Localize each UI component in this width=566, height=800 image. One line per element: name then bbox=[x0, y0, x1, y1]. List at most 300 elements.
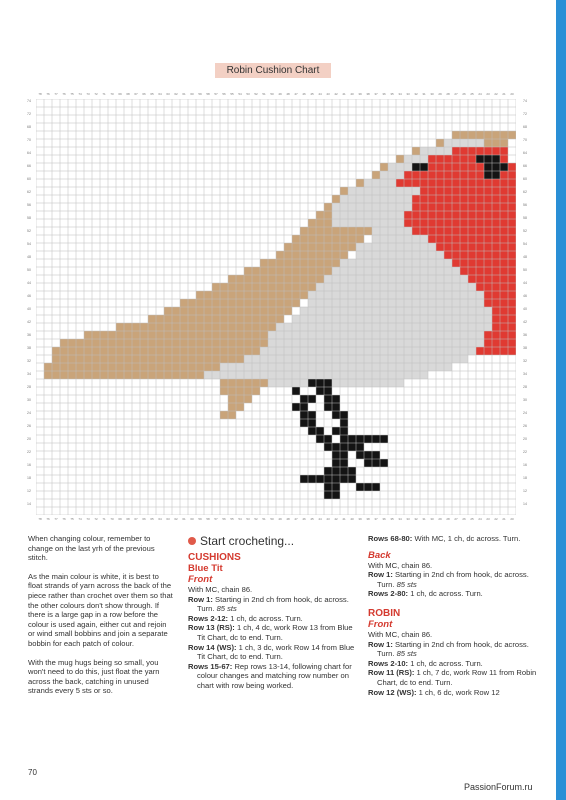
column-number: 67 bbox=[134, 517, 138, 521]
chart-title: Robin Cushion Chart bbox=[215, 63, 331, 78]
column-number: 75 bbox=[70, 517, 74, 521]
row-number: 56 bbox=[523, 203, 527, 207]
row-number: 64 bbox=[27, 151, 31, 155]
instruction-label: Row 1: bbox=[188, 594, 216, 604]
row-number: 50 bbox=[523, 268, 527, 272]
robin-chart-grid bbox=[36, 99, 516, 515]
pattern-blue-tit: Blue Tit bbox=[188, 563, 223, 574]
column-number: 53 bbox=[246, 517, 250, 521]
part-front: Front bbox=[188, 574, 213, 585]
stitch-block-tan bbox=[276, 251, 348, 259]
stitch-block-light_grey bbox=[260, 347, 476, 355]
column-number: 76 bbox=[62, 517, 66, 521]
row-number: 46 bbox=[523, 294, 527, 298]
row-number: 30 bbox=[27, 398, 31, 402]
row-number: 46 bbox=[27, 294, 31, 298]
instruction-label: Row 1: bbox=[368, 570, 396, 580]
row-number: 22 bbox=[27, 450, 31, 454]
column-number: 31 bbox=[422, 92, 426, 96]
column-middle bbox=[188, 534, 358, 691]
stitch-block-tan bbox=[212, 283, 316, 291]
row-number: 30 bbox=[523, 398, 527, 402]
column-number: 77 bbox=[54, 92, 58, 96]
column-right bbox=[368, 534, 543, 697]
column-number: 66 bbox=[142, 517, 146, 521]
row-number: 56 bbox=[27, 203, 31, 207]
column-number: 20 bbox=[510, 517, 514, 521]
column-number: 51 bbox=[262, 517, 266, 521]
column-number: 35 bbox=[390, 517, 394, 521]
row-number: 20 bbox=[27, 437, 31, 441]
section-cushions: CUSHIONS bbox=[188, 552, 241, 563]
instruction-text: Starting in 2nd ch from hook, dc across. Turn. bbox=[377, 639, 529, 659]
instruction-text: With MC, 1 ch, dc across. Turn. bbox=[414, 534, 521, 543]
column-number: 44 bbox=[318, 92, 322, 96]
row-number: 70 bbox=[27, 138, 31, 142]
column-number: 57 bbox=[214, 92, 218, 96]
bullet-dot-icon bbox=[188, 537, 196, 545]
row-numbers-right bbox=[520, 99, 530, 515]
row-number: 34 bbox=[27, 372, 31, 376]
instruction-text: 1 ch, dc across. Turn. bbox=[230, 613, 303, 623]
instruction-row bbox=[188, 643, 358, 662]
column-number: 41 bbox=[342, 517, 346, 521]
stitch-block-light_grey bbox=[268, 339, 484, 347]
column-number: 51 bbox=[262, 92, 266, 96]
column-number: 44 bbox=[318, 517, 322, 521]
row-numbers-left bbox=[24, 99, 34, 515]
column-number: 28 bbox=[446, 517, 450, 521]
instruction-label: Row 13 (RS): bbox=[188, 623, 237, 633]
column-number: 24 bbox=[478, 92, 482, 96]
column-number: 49 bbox=[278, 517, 282, 521]
column-number: 61 bbox=[182, 517, 186, 521]
column-number: 27 bbox=[454, 517, 458, 521]
column-number: 22 bbox=[494, 517, 498, 521]
row-number: 44 bbox=[523, 281, 527, 285]
stitch-block-light_grey bbox=[340, 195, 412, 203]
stitch-block-black bbox=[292, 387, 300, 395]
stitch-block-light_grey bbox=[292, 315, 492, 323]
instruction-list bbox=[368, 534, 543, 544]
column-number: 62 bbox=[174, 92, 178, 96]
stitch-block-red bbox=[492, 323, 516, 331]
stitch-block-light_grey bbox=[332, 219, 404, 227]
column-number: 65 bbox=[150, 517, 154, 521]
column-number: 28 bbox=[446, 92, 450, 96]
stitch-count: 85 sts bbox=[214, 604, 237, 614]
instruction-row bbox=[188, 595, 358, 614]
instruction-list bbox=[368, 570, 543, 599]
row-number: 16 bbox=[27, 463, 31, 467]
paragraph-mug-hugs: With the mug hugs being so small, you won't need to do this, just float the yarn across the back, catching in unused strands every 5 sts or so. bbox=[28, 657, 160, 696]
stitch-block-tan bbox=[292, 235, 364, 243]
column-number: 20 bbox=[510, 92, 514, 96]
column-number: 50 bbox=[270, 517, 274, 521]
instruction-label: Rows 68-80: bbox=[368, 534, 415, 543]
stitch-block-tan bbox=[284, 243, 356, 251]
column-number: 59 bbox=[198, 517, 202, 521]
column-number: 60 bbox=[190, 92, 194, 96]
row-number: 64 bbox=[523, 151, 527, 155]
column-number: 50 bbox=[270, 92, 274, 96]
column-number: 31 bbox=[422, 517, 426, 521]
instruction-label: Row 1: bbox=[368, 639, 396, 649]
row-number: 36 bbox=[523, 333, 527, 337]
column-number: 38 bbox=[366, 92, 370, 96]
column-numbers-bottom bbox=[36, 516, 516, 523]
stitch-count: 85 sts bbox=[394, 579, 417, 589]
column-number: 37 bbox=[374, 92, 378, 96]
start-crocheting-text: Start crocheting... bbox=[200, 534, 295, 548]
column-number: 74 bbox=[78, 92, 82, 96]
stitch-block-red bbox=[460, 267, 516, 275]
row-number: 68 bbox=[27, 125, 31, 129]
stitch-block-light_grey bbox=[356, 251, 444, 259]
watermark: PassionForum.ru bbox=[464, 782, 533, 792]
column-number: 38 bbox=[366, 517, 370, 521]
column-number: 43 bbox=[326, 517, 330, 521]
row-number: 62 bbox=[27, 190, 31, 194]
column-number: 56 bbox=[222, 92, 226, 96]
column-number: 64 bbox=[158, 92, 162, 96]
column-number: 24 bbox=[478, 517, 482, 521]
column-number: 70 bbox=[110, 92, 114, 96]
instruction-row bbox=[368, 659, 543, 669]
instruction-label: Rows 15-67: bbox=[188, 661, 235, 671]
row-number: 52 bbox=[523, 229, 527, 233]
stitch-block-red bbox=[444, 251, 516, 259]
instruction-row bbox=[368, 534, 543, 544]
row-number: 12 bbox=[523, 489, 527, 493]
stitch-block-light_grey bbox=[220, 363, 452, 371]
instruction-text: 1 ch, dc across. Turn. bbox=[410, 589, 483, 599]
column-number: 49 bbox=[278, 92, 282, 96]
row-number: 28 bbox=[27, 385, 31, 389]
instruction-text: Starting in 2nd ch from hook, dc across. Turn. bbox=[377, 570, 529, 589]
row-number: 32 bbox=[523, 359, 527, 363]
page-edge-stripe bbox=[556, 0, 566, 800]
stitch-block-tan bbox=[220, 387, 260, 395]
column-number: 78 bbox=[38, 517, 42, 521]
column-number: 32 bbox=[414, 92, 418, 96]
stitch-block-black bbox=[356, 451, 380, 459]
row-number: 18 bbox=[27, 476, 31, 480]
instruction-label: Rows 2-10: bbox=[368, 658, 411, 668]
column-number: 66 bbox=[142, 92, 146, 96]
instruction-row bbox=[188, 614, 358, 624]
row-number: 26 bbox=[27, 424, 31, 428]
row-number: 52 bbox=[27, 229, 31, 233]
stitch-block-red bbox=[492, 307, 516, 315]
column-number: 70 bbox=[110, 517, 114, 521]
row-number: 74 bbox=[27, 99, 31, 103]
stitch-block-black bbox=[364, 459, 388, 467]
stitch-block-black bbox=[484, 163, 508, 171]
column-number: 76 bbox=[46, 517, 50, 521]
stitch-block-red bbox=[396, 179, 516, 187]
column-number: 33 bbox=[406, 92, 410, 96]
stitch-block-light_grey bbox=[404, 155, 428, 163]
column-number: 68 bbox=[126, 92, 130, 96]
column-number: 52 bbox=[254, 92, 258, 96]
column-number: 76 bbox=[62, 92, 66, 96]
row-number: 34 bbox=[523, 372, 527, 376]
column-number: 39 bbox=[358, 517, 362, 521]
column-number: 57 bbox=[214, 517, 218, 521]
column-number: 69 bbox=[118, 517, 122, 521]
instruction-text: 1 ch, dc across. Turn. bbox=[410, 658, 483, 668]
intro-line: With MC, chain 86. bbox=[188, 585, 253, 594]
column-number: 34 bbox=[398, 92, 402, 96]
instruction-row bbox=[368, 640, 543, 659]
column-number: 35 bbox=[390, 92, 394, 96]
instruction-row bbox=[188, 623, 358, 642]
stitch-block-red bbox=[476, 347, 516, 355]
column-number: 23 bbox=[486, 517, 490, 521]
column-number: 33 bbox=[406, 517, 410, 521]
column-number: 67 bbox=[134, 92, 138, 96]
column-number: 45 bbox=[310, 517, 314, 521]
instruction-text: 1 ch, 3 dc, work Row 14 from Blue Tit Chart, dc to end. Turn. bbox=[197, 642, 355, 662]
column-number: 60 bbox=[190, 517, 194, 521]
column-number: 32 bbox=[414, 517, 418, 521]
column-number: 25 bbox=[470, 517, 474, 521]
instruction-list bbox=[188, 595, 358, 691]
intro-line: With MC, chain 86. bbox=[368, 560, 433, 570]
column-number: 54 bbox=[238, 517, 242, 521]
stitch-block-red bbox=[476, 283, 516, 291]
row-number: 58 bbox=[523, 216, 527, 220]
stitch-block-black bbox=[308, 379, 332, 387]
row-number: 58 bbox=[27, 216, 31, 220]
stitch-block-tan bbox=[244, 267, 332, 275]
stitch-block-tan bbox=[148, 315, 284, 323]
instruction-row bbox=[368, 570, 543, 589]
instruction-text: 1 ch, 7 dc, work Row 11 from Robin Chart, dc to end. Turn. bbox=[377, 668, 537, 687]
row-number: 48 bbox=[523, 255, 527, 259]
stitch-block-red bbox=[412, 203, 516, 211]
column-left bbox=[28, 534, 173, 705]
instruction-text: 1 ch, 6 dc, work Row 12 bbox=[418, 687, 500, 697]
row-number: 12 bbox=[27, 489, 31, 493]
row-number: 44 bbox=[27, 281, 31, 285]
column-number: 77 bbox=[54, 517, 58, 521]
instruction-label: Rows 2-80: bbox=[368, 589, 411, 599]
column-number: 74 bbox=[78, 517, 82, 521]
column-number: 29 bbox=[438, 517, 442, 521]
instruction-row bbox=[368, 668, 543, 687]
column-number: 64 bbox=[158, 517, 162, 521]
instruction-list bbox=[368, 640, 543, 698]
column-numbers-top bbox=[36, 91, 516, 98]
column-number: 39 bbox=[358, 92, 362, 96]
stitch-block-light_grey bbox=[380, 171, 404, 179]
stitch-block-tan bbox=[228, 395, 252, 403]
column-number: 73 bbox=[86, 517, 90, 521]
column-number: 23 bbox=[486, 92, 490, 96]
column-number: 30 bbox=[430, 92, 434, 96]
row-number: 16 bbox=[523, 463, 527, 467]
part-front: Front bbox=[368, 618, 393, 630]
row-number: 74 bbox=[523, 99, 527, 103]
stitch-block-black bbox=[300, 475, 356, 483]
row-number: 26 bbox=[523, 424, 527, 428]
column-number: 58 bbox=[206, 517, 210, 521]
row-number: 20 bbox=[523, 437, 527, 441]
start-crocheting-heading bbox=[188, 534, 358, 548]
column-number: 40 bbox=[350, 92, 354, 96]
row-number: 54 bbox=[523, 242, 527, 246]
column-number: 76 bbox=[46, 92, 50, 96]
column-number: 21 bbox=[502, 92, 506, 96]
stitch-block-red bbox=[412, 195, 516, 203]
instruction-text: Starting in 2nd ch from hook, dc across. Turn. bbox=[197, 594, 349, 614]
column-number: 48 bbox=[286, 92, 290, 96]
instruction-row bbox=[368, 589, 543, 599]
row-number: 38 bbox=[27, 346, 31, 350]
stitch-block-light_grey bbox=[348, 187, 420, 195]
row-number: 40 bbox=[523, 307, 527, 311]
stitch-block-tan bbox=[180, 299, 300, 307]
column-number: 46 bbox=[302, 92, 306, 96]
row-number: 62 bbox=[523, 190, 527, 194]
stitch-count: 85 sts bbox=[394, 649, 417, 659]
column-number: 46 bbox=[302, 517, 306, 521]
column-number: 58 bbox=[206, 92, 210, 96]
paragraph-colour-change: When changing colour, remember to change on the last yrh of the previous stitch. bbox=[28, 534, 155, 563]
stitch-block-tan bbox=[84, 331, 268, 339]
column-number: 71 bbox=[102, 517, 106, 521]
row-number: 42 bbox=[523, 320, 527, 324]
column-number: 71 bbox=[102, 92, 106, 96]
stitch-block-light_grey bbox=[268, 379, 404, 387]
row-number: 38 bbox=[523, 346, 527, 350]
column-number: 55 bbox=[230, 92, 234, 96]
column-number: 56 bbox=[222, 517, 226, 521]
part-back: Back bbox=[368, 549, 391, 561]
section-robin: ROBIN bbox=[368, 607, 401, 619]
column-number: 36 bbox=[382, 92, 386, 96]
row-number: 14 bbox=[523, 502, 527, 506]
column-number: 34 bbox=[398, 517, 402, 521]
column-number: 78 bbox=[38, 92, 42, 96]
row-number: 54 bbox=[27, 242, 31, 246]
column-number: 42 bbox=[334, 517, 338, 521]
column-number: 63 bbox=[166, 92, 170, 96]
row-number: 24 bbox=[27, 411, 31, 415]
row-number: 50 bbox=[27, 268, 31, 272]
stitch-block-black bbox=[356, 483, 380, 491]
row-number: 24 bbox=[523, 411, 527, 415]
instruction-row bbox=[188, 662, 358, 691]
column-number: 47 bbox=[294, 92, 298, 96]
column-number: 26 bbox=[462, 92, 466, 96]
row-number: 28 bbox=[523, 385, 527, 389]
column-number: 47 bbox=[294, 517, 298, 521]
column-number: 61 bbox=[182, 92, 186, 96]
stitch-block-black bbox=[476, 155, 500, 163]
stitch-block-red bbox=[428, 235, 516, 243]
stitch-block-red bbox=[412, 227, 516, 235]
stitch-block-light_grey bbox=[372, 227, 412, 235]
column-number: 29 bbox=[438, 92, 442, 96]
column-number: 48 bbox=[286, 517, 290, 521]
column-number: 43 bbox=[326, 92, 330, 96]
stitch-block-black bbox=[340, 419, 348, 427]
column-number: 41 bbox=[342, 92, 346, 96]
column-number: 65 bbox=[150, 92, 154, 96]
stitch-block-light_grey bbox=[372, 235, 428, 243]
row-number: 40 bbox=[27, 307, 31, 311]
row-number: 66 bbox=[523, 164, 527, 168]
column-number: 42 bbox=[334, 92, 338, 96]
column-number: 59 bbox=[198, 92, 202, 96]
column-number: 53 bbox=[246, 92, 250, 96]
row-number: 32 bbox=[27, 359, 31, 363]
instruction-label: Row 14 (WS): bbox=[188, 642, 239, 652]
column-number: 30 bbox=[430, 517, 434, 521]
column-number: 54 bbox=[238, 92, 242, 96]
instruction-label: Rows 2-12: bbox=[188, 613, 231, 623]
row-number: 72 bbox=[523, 112, 527, 116]
instruction-label: Row 11 (RS): bbox=[368, 668, 417, 678]
column-number: 75 bbox=[70, 92, 74, 96]
column-number: 25 bbox=[470, 92, 474, 96]
row-number: 18 bbox=[523, 476, 527, 480]
stitch-block-light_grey bbox=[332, 211, 404, 219]
column-number: 73 bbox=[86, 92, 90, 96]
stitch-block-red bbox=[452, 147, 508, 155]
row-number: 42 bbox=[27, 320, 31, 324]
row-number: 72 bbox=[27, 112, 31, 116]
column-number: 55 bbox=[230, 517, 234, 521]
instruction-label: Row 12 (WS): bbox=[368, 687, 419, 697]
stitch-block-tan bbox=[300, 227, 372, 235]
instruction-text: 1 ch, 4 dc, work Row 13 from Blue Tit Chart, dc to end. Turn. bbox=[197, 623, 353, 642]
column-number: 62 bbox=[174, 517, 178, 521]
row-number: 14 bbox=[27, 502, 31, 506]
instruction-row bbox=[368, 688, 543, 698]
column-number: 40 bbox=[350, 517, 354, 521]
stitch-block-red bbox=[492, 315, 516, 323]
column-number: 63 bbox=[166, 517, 170, 521]
row-number: 22 bbox=[523, 450, 527, 454]
column-number: 72 bbox=[94, 92, 98, 96]
column-number: 37 bbox=[374, 517, 378, 521]
row-number: 60 bbox=[523, 177, 527, 181]
column-number: 68 bbox=[126, 517, 130, 521]
stitch-block-black bbox=[324, 443, 364, 451]
stitch-block-light_grey bbox=[388, 163, 412, 171]
column-number: 22 bbox=[494, 92, 498, 96]
column-number: 21 bbox=[502, 517, 506, 521]
row-number: 60 bbox=[27, 177, 31, 181]
intro-line: With MC, chain 86. bbox=[368, 629, 433, 639]
row-number: 70 bbox=[523, 138, 527, 142]
paragraph-float-strands: As the main colour is white, it is best to float strands of yarn across the back of the piece rather than crochet over them so that the other colours don't show through. If there is a large gap in a row before the colour is used again, either cut and rejoin or wind small bobbins and join a separate bobbin for each patch of colour. bbox=[28, 571, 173, 648]
column-number: 27 bbox=[454, 92, 458, 96]
column-number: 26 bbox=[462, 517, 466, 521]
row-number: 68 bbox=[523, 125, 527, 129]
page-number: 70 bbox=[28, 768, 37, 777]
column-number: 36 bbox=[382, 517, 386, 521]
stitch-block-light_grey bbox=[444, 139, 484, 147]
row-number: 66 bbox=[27, 164, 31, 168]
grid-lines bbox=[36, 99, 516, 515]
row-number: 48 bbox=[27, 255, 31, 259]
column-number: 45 bbox=[310, 92, 314, 96]
